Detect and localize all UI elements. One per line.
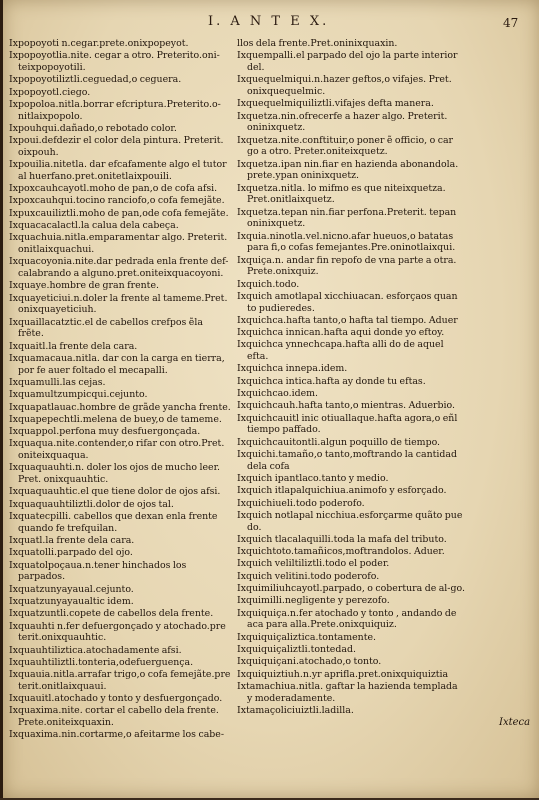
- dictionary-entry: Ixquaquauhtiliztli.dolor de ojos tal.: [9, 498, 174, 510]
- dictionary-entry: Ixquauhti n.fer defuergonçado y atochado.pre terit.onixquauhtic.: [9, 620, 226, 644]
- dictionary-entry: Ixquatolli.parpado del ojo.: [9, 547, 133, 559]
- dictionary-entry: Ixpoxcauhcayotl.moho de pan,o de cofa afsi.: [9, 183, 218, 195]
- dictionary-entry: Ixquetza.nite.conftituir,o poner ẽ officio, o car go a otro. Preter.oniteixquetz.: [237, 134, 454, 158]
- dictionary-entry: Ixpuxcauiliztli.moho de pan,ode cofa femejãte.: [9, 207, 229, 219]
- dictionary-entry: Ixquiquiçaliztli.tontedad.: [237, 643, 356, 655]
- dictionary-entry: Ixquacacalactl.la calua dela cabeça.: [9, 220, 179, 232]
- dictionary-entry: Ixquacoyonia.nite.dar pedrada enla frente def-calabrando a alguno.pret.oniteixquacoyoni.: [9, 256, 229, 280]
- dictionary-entry: Ixquatzunyayaualtic idem.: [9, 595, 134, 607]
- dictionary-entry: Ixquempalli.el parpado del ojo la parte interior del.: [237, 50, 458, 73]
- dictionary-entry: Ixquaitl.la frente dela cara.: [9, 340, 138, 352]
- dictionary-entry: Ixquayeticiui.n.doler la frente al tameme.Pret. onixquayeticiuh.: [9, 292, 228, 316]
- dictionary-entry: Ixpopoyoti n.cegar.prete.onixpopeyot.: [9, 38, 189, 49]
- dictionary-entry: Ixquich amotlapal xicchiuacan. esforçaos quan to pudieredes.: [237, 290, 458, 314]
- dictionary-entry: Ixquimilli.negligente y perezofo.: [237, 595, 390, 607]
- dictionary-entry: Ixquachuia.nitla.emparamentar algo. Preterit. onitlaixquachui.: [9, 232, 228, 256]
- dictionary-entry: Ixquappol.perfona muy desfuergonçada.: [9, 426, 201, 438]
- dictionary-entry: Ixquiquiçani.atochado,o tonto.: [237, 656, 382, 668]
- dictionary-entry: Ixquetza.ipan nin.fiar en hazienda abonandola. prete.ypan oninixquetz.: [237, 158, 459, 182]
- dictionary-entry: Ixquich.todo.: [237, 278, 300, 290]
- dictionary-entry: Ixquichca innepa.idem.: [237, 363, 348, 375]
- dictionary-entry: Ixquatl.la frente dela cara.: [9, 535, 135, 547]
- dictionary-entry: Ixquichca innican.hafta aqui donde yo eftoy.: [237, 327, 445, 339]
- dictionary-entry: Ixquichcao.idem.: [237, 388, 319, 400]
- dictionary-entry: Ixquichcauh.hafta tanto,o mientras. Aduerbio.: [237, 400, 455, 412]
- dictionary-entry: Ixquichca.hafta tanto,o hafta tal tiempo. Aduer: [237, 314, 458, 326]
- dictionary-entry: Ixquichca ynnechcapa.hafta alli do de aquel efta.: [237, 339, 444, 363]
- dictionary-entry: Ixquetza.nitla. lo mifmo es que niteixquetza. Pret.onitlaixquetz.: [237, 182, 446, 206]
- dictionary-entry: Ixquatecpilli. cabellos que dexan enla frente quando fe trefquilan.: [9, 511, 218, 534]
- dictionary-entry: Ixquaquauhtic.el que tiene dolor de ojos afsi.: [9, 486, 221, 498]
- dictionary-entry: Ixquetza.nin.ofrecerfe a hazer algo. Preterit. oninixquetz.: [237, 110, 448, 134]
- dictionary-entry: Ixquich tlacalaquilli.toda la mafa del tributo.: [237, 533, 447, 545]
- dictionary-entry: Ixquamacaua.nitla. dar con la carga en tierra, por fe auer foltado el mecapalli.: [9, 352, 225, 376]
- dictionary-entry: Ixpopoyotlia.nite. cegar a otro. Preterito.oni-teixpopoyotili.: [9, 50, 220, 73]
- dictionary-entry: Ixquichi.tamaño,o tanto,moftrando la cantidad dela cofa: [237, 448, 458, 472]
- dictionary-entry: Ixquetza.tepan nin.fiar perfona.Preterit. tepan oninixquetz.: [237, 206, 457, 230]
- dictionary-entry: Ixquauhtiliztli.tonteria,odefuerguença.: [9, 656, 194, 668]
- dictionary-entry: Ixpoui.defdezir el color dela pintura. Preterit. oixpouh.: [9, 135, 224, 158]
- dictionary-entry: Ixquaxima.nin.cortarme,o afeitarme los cabe-: [9, 729, 225, 741]
- dictionary-entry: Ixquaqua.nite.contender,o rifar con otro.Pret. oniteixquaqua.: [9, 438, 225, 462]
- page-number: 47: [503, 16, 519, 30]
- dictionary-entry: Ixquichtoto.tamañicos,moftrandolos. Aduer.: [237, 546, 445, 558]
- dictionary-entry: Ixquichiueli.todo poderofo.: [237, 497, 365, 509]
- dictionary-entry: Ixquatolpoçaua.n.tener hinchados los parpados.: [9, 559, 187, 583]
- dictionary-entry: Ixquatzuntli.copete de cabellos dela frente.: [9, 608, 214, 620]
- dictionary-entry: Ixquauia.nitla.arrafar trigo,o cofa femejãte.pre terit.onitlaixquaui.: [9, 669, 231, 692]
- dictionary-entry: Ixquiquiztiuh.n.yr aprifla.pret.onixquiquiztia: [237, 668, 449, 680]
- dictionary-entry: Ixquichca intica.hafta ay donde tu eftas.: [237, 375, 426, 387]
- dictionary-entry: Ixpouilia.nitetla. dar efcafamente algo el tutor al huerfano.pret.onitetlaixpouili.: [9, 159, 227, 182]
- dictionary-entry: Ixquaxima.nite. cortar el cabello dela frente. Prete.oniteixquaxin.: [9, 705, 219, 729]
- dictionary-entry: Ixquapatlauac.hombre de grãde yancha frente.: [9, 401, 231, 413]
- dictionary-entry: Ixquich itlapalquichiua.animofo y esforçado.: [237, 485, 447, 497]
- dictionary-entry: Ixquich notlapal nicchiua.esforçarme quãto pue do.: [237, 509, 463, 533]
- dictionary-entry: Ixquichcauitontli.algun poquillo de tiempo.: [237, 436, 441, 448]
- dictionary-entry: Ixquaquauhti.n. doler los ojos de mucho leer. Pret. onixquauhtic.: [9, 462, 221, 486]
- dictionary-entry: Ixpoxcauhqui.tocino ranciofo,o cofa femejãte.: [9, 195, 225, 207]
- dictionary-entry: Ixquatzunyayaual.cejunto.: [9, 583, 134, 595]
- dictionary-entry: Ixquiquiçaliztica.tontamente.: [237, 631, 377, 643]
- dictionary-entry: Ixquauhtiliztica.atochadamente afsi.: [9, 644, 182, 656]
- left-column: [9, 38, 231, 742]
- dictionary-entry: Ixquich ipantlaco.tanto y medio.: [237, 472, 389, 484]
- dictionary-entry: Ixquapepechtli.melena de buey,o de tameme.: [9, 413, 222, 425]
- dictionary-entry: Ixquequelmiquiliztli.vifajes defta manera.: [237, 98, 434, 110]
- dictionary-entry: Ixpopoloa.nitla.borrar efcriptura.Preterito.o-nitlaixpopolo.: [9, 98, 221, 122]
- dictionary-entry: Ixquaye.hombre de gran frente.: [9, 280, 159, 292]
- dictionary-entry: Ixquequelmiqui.n.hazer geftos,o vifajes. Pret. onixquequelmic.: [237, 74, 452, 97]
- dictionary-entry: Ixquich velitini.todo poderofo.: [237, 570, 380, 582]
- dictionary-entry: Ixpopoyotiliztli.ceguedad,o ceguera.: [9, 74, 182, 86]
- dictionary-entry: Ixquichcauitl inic otiuallaque.hafta agora,o eñl tiempo paffado.: [237, 412, 458, 436]
- dictionary-entry: Ixquaillacatztic.el de cabellos crefpos ẽla frẽte.: [9, 316, 203, 340]
- dictionary-entry: Ixquia.ninotla.vel.nicno.afar hueuos,o batatas para fi,o cofas femejantes.Pre.oninotlaixqui.: [237, 230, 456, 254]
- dictionary-entry: Ixquauitl.atochado y tonto y desfuergonçado.: [9, 693, 223, 705]
- page-header: [3, 14, 539, 32]
- dictionary-entry: Ixquiça.n. andar fin repofo de vna parte a otra. Prete.onixquiz.: [237, 254, 457, 278]
- running-head: I. A N T E X.: [208, 14, 330, 29]
- dictionary-entry: Ixpouhqui.dañado,o rebotado color.: [9, 122, 177, 134]
- catchword: Ixteca: [499, 717, 531, 728]
- dictionary-entry: llos dela frente.Pret.oninixquaxin.: [237, 38, 398, 49]
- dictionary-entry: Ixquimiliuhcayotl.parpado, o cobertura de al-go.: [237, 583, 465, 595]
- right-column: [237, 38, 465, 717]
- dictionary-entry: Ixtamachiua.nitla. gaftar la hazienda templada y moderadamente.: [237, 680, 458, 704]
- dictionary-entry: Ixquamultzumpicqui.cejunto.: [9, 389, 148, 401]
- dictionary-entry: Ixquamulli.las cejas.: [9, 376, 106, 388]
- dictionary-entry: Ixtamaçoliciuiztli.ladilla.: [237, 704, 354, 716]
- dictionary-entry: Ixquich veliltiliztli.todo el poder.: [237, 558, 390, 570]
- dictionary-entry: Ixquiquiça.n.fer atochado y tonto , andando de aca para alla.Prete.onixquiquiz.: [237, 607, 457, 631]
- dictionary-entry: Ixpopoyotl.ciego.: [9, 86, 91, 98]
